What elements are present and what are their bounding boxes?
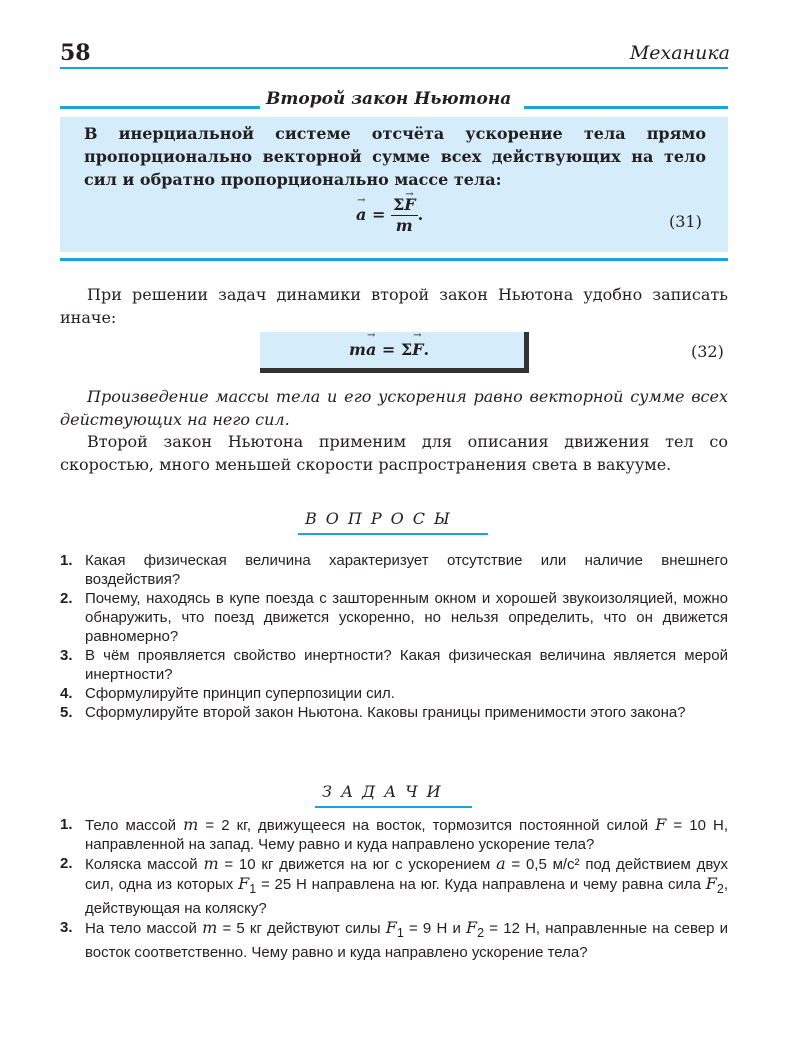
problem-text: Коляска массой xyxy=(85,856,204,873)
problems-title: ЗАДАЧИ xyxy=(322,782,450,801)
question-text: Какая физическая величина характеризует отсутствие или наличие внешнего воздействия? xyxy=(85,552,728,588)
equation-number-31: (31) xyxy=(669,212,702,231)
fraction-denominator: m xyxy=(395,216,413,235)
law-formula xyxy=(356,195,423,236)
problem-text: = 0,5 м/с² под действием двух сил, одна из которых xyxy=(85,856,728,893)
problems-title-rule xyxy=(315,806,472,808)
question-text: Сформулируйте принцип суперпозиции сил. xyxy=(85,685,395,702)
acceleration-vector: → a xyxy=(366,340,376,359)
force-variable: F xyxy=(385,918,397,937)
mass-variable: m xyxy=(203,854,219,873)
problem-text: = 25 Н направлена на юг. Куда направлена и чему равна сила xyxy=(256,876,706,893)
equation-number-32: (32) xyxy=(691,342,724,361)
question-number: 3. xyxy=(60,647,73,664)
question-text: Сформулируйте второй закон Ньютона. Каковы границы применимости этого закона? xyxy=(85,704,686,721)
problem-text: = 2 кг, движущееся на восток, тормозится постоянной силой xyxy=(198,817,656,834)
mass-symbol: m xyxy=(349,340,366,359)
mass-variable: m xyxy=(202,918,218,937)
force-subscript: 2 xyxy=(477,926,485,940)
formula-period: . xyxy=(423,340,430,359)
problem-item xyxy=(60,815,728,854)
question-item xyxy=(60,551,728,589)
acceleration-variable: a xyxy=(496,854,506,873)
acceleration-vector: → a xyxy=(356,205,366,224)
problem-text: , действующая на коляску? xyxy=(85,876,728,917)
mass-variable: m xyxy=(183,815,199,834)
header-rule xyxy=(60,67,728,69)
force-subscript: 1 xyxy=(249,882,257,896)
sigma-symbol: Σ xyxy=(392,195,405,214)
force-variable: F xyxy=(655,815,667,834)
problems-list xyxy=(60,815,728,962)
question-number: 2. xyxy=(60,590,73,607)
law-statement: В инерциальной системе отсчёта ускорение тела прямо пропорционально векторной сумме всех действующих на тело сил и обратно пропорционально массе тела: xyxy=(84,124,706,189)
paragraph-3: Второй закон Ньютона применим для описания движения тел со скоростью, много меньшей скорости распространения света в вакууме. xyxy=(60,432,728,474)
momentum-formula xyxy=(349,340,429,359)
formula-period: . xyxy=(417,205,424,224)
questions-list xyxy=(60,551,728,722)
law-heading-rule-right xyxy=(524,106,728,109)
force-vector: → F xyxy=(404,195,415,215)
questions-title-rule xyxy=(298,533,488,535)
force-vector: → F xyxy=(412,340,423,359)
force-variable: F xyxy=(466,918,478,937)
question-item xyxy=(60,684,728,703)
question-item xyxy=(60,589,728,646)
equals-sigma: = Σ xyxy=(376,340,413,359)
question-item xyxy=(60,646,728,684)
force-variable: F xyxy=(238,874,250,893)
problem-text: На тело массой xyxy=(85,920,203,937)
problem-text: = 10 кг движется на юг с ускорением xyxy=(218,856,497,873)
problem-text: Тело массой xyxy=(85,817,184,834)
fraction-numerator xyxy=(391,195,418,216)
question-number: 4. xyxy=(60,685,73,702)
paragraph-1: При решении задач динамики второй закон Ньютона удобно записать иначе: xyxy=(60,285,728,327)
law-heading: Второй закон Ньютона xyxy=(266,89,512,109)
problem-number: 2. xyxy=(60,855,73,872)
force-subscript: 2 xyxy=(716,882,724,896)
question-text: В чём проявляется свойство инертности? Какая физическая величина является мерой инертности? xyxy=(85,647,728,683)
question-number: 5. xyxy=(60,704,73,721)
page-number: 58 xyxy=(60,40,91,66)
formula-fraction xyxy=(391,195,418,236)
running-head: Механика xyxy=(629,42,730,64)
force-subscript: 1 xyxy=(396,926,404,940)
question-text: Почему, находясь в купе поезда с зашторенным окном и хорошей звукоизоляцией, можно обнаружить, что поезд движется ускоренно, но нельзя определить, что он движется равномерно? xyxy=(85,590,728,645)
problem-number: 3. xyxy=(60,919,73,936)
problem-number: 1. xyxy=(60,816,73,833)
question-number: 1. xyxy=(60,552,73,569)
law-box-bottom-rule xyxy=(60,258,728,261)
problem-text: = 5 кг действуют силы xyxy=(217,920,386,937)
equals-sign: = xyxy=(371,205,386,224)
problem-text: = 9 Н и xyxy=(403,920,467,937)
questions-title: ВОПРОСЫ xyxy=(305,509,459,528)
italic-paragraph: Произведение массы тела и его ускорения равно векторной сумме всех действующих на него сил. xyxy=(60,387,728,429)
question-item xyxy=(60,703,728,722)
problem-item xyxy=(60,854,728,918)
force-variable: F xyxy=(705,874,717,893)
law-heading-rule-left xyxy=(60,106,260,109)
problem-item xyxy=(60,918,728,962)
problem-text: = 12 Н, направленные на север и восток соответственно. Чему равно и куда направлено ускорение тела? xyxy=(85,920,729,961)
problem-text: = 10 Н, направленной на запад. Чему равно и куда направлено ускорение тела? xyxy=(85,817,728,853)
